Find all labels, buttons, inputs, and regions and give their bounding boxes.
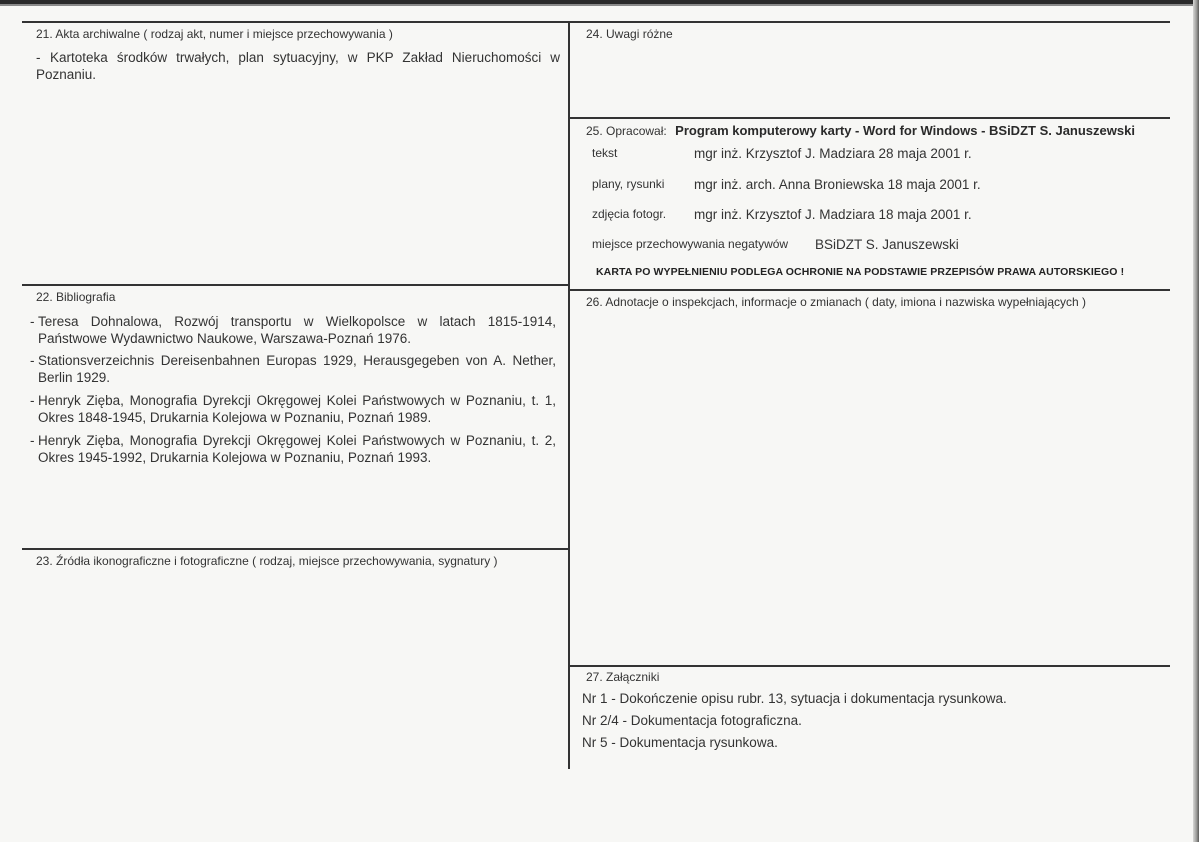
program-credit: Program komputerowy karty - Word for Windows - BSiDZT S. Januszewski [675,123,1135,138]
credit-label: zdjęcia fotogr. [592,207,667,221]
dash-marker: - [30,393,35,408]
credit-row-photos [592,207,1152,225]
list-item-text: Teresa Dohnalowa, Rozwój transportu w Wielkopolsce w latach 1815-1914, Państwowe Wydawnictwo Naukowe, Warszawa-Poznań 1976. [38,314,556,346]
copyright-notice: KARTA PO WYPEŁNIENIU PODLEGA OCHRONIE NA PODSTAWIE PRZEPISÓW PRAWA AUTORSKIEGO ! [596,266,1125,278]
credit-value: mgr inż. Krzysztof J. Madziara 28 maja 2001 r. [694,146,972,161]
list-item [30,352,556,388]
list-item [30,313,556,349]
section-22-bibliography [30,290,560,465]
divider-top-right [570,21,1170,23]
dash-marker: - [30,433,35,448]
section-25-prepared-by [586,122,1166,287]
scan-right-edge [1193,0,1199,842]
list-item-text: Henryk Zięba, Monografia Dyrekcji Okręgowej Kolei Państwowych w Poznaniu, t. 2, Okres 1945-1992, Drukarnia Kolejowa w Poznaniu, Poznań 1993. [38,433,556,465]
section-23-title: 23. Źródła ikonograficzne i fotograficzne ( rodzaj, miejsce przechowywania, sygnatury ) [36,554,498,568]
section-25-title: 25. Opracował: [586,124,667,138]
negatives-label: miejsce przechowywania negatywów [592,237,789,251]
section-24-remarks [586,27,1156,41]
list-item [30,392,556,428]
attachment-item: Nr 5 - Dokumentacja rysunkowa. [582,735,778,750]
negatives-storage-row [592,237,1152,255]
credit-label: tekst [592,146,618,160]
divider-s25-s26 [570,289,1170,291]
list-item [30,432,556,468]
divider-s22-s23 [22,548,570,550]
dash-marker: - [36,50,41,65]
attachment-item: Nr 2/4 - Dokumentacja fotograficzna. [582,713,802,728]
credit-row-plans [592,177,1152,195]
divider-s21-s22 [22,284,570,286]
dash-marker: - [30,314,35,329]
divider-vertical-center [568,21,570,769]
scan-top-shadow [0,4,1199,6]
section-24-title: 24. Uwagi różne [586,27,673,41]
list-item-text: Stationsverzeichnis Dereisenbahnen Europas 1929, Herausgegeben von A. Nether, Berlin 1929. [38,353,556,385]
credit-value: mgr inż. Krzysztof J. Madziara 18 maja 2001 r. [694,207,972,222]
divider-top-left [22,21,570,23]
credit-value: mgr inż. arch. Anna Broniewska 18 maja 2001 r. [694,177,981,192]
divider-s24-s25 [570,117,1170,119]
section-21-title: 21. Akta archiwalne ( rodzaj akt, numer i miejsce przechowywania ) [36,27,393,41]
attachment-item: Nr 1 - Dokończenie opisu rubr. 13, sytuacja i dokumentacja rysunkowa. [582,691,1007,706]
list-item-text: Henryk Zięba, Monografia Dyrekcji Okręgowej Kolei Państwowych w Poznaniu, t. 1, Okres 1848-1945, Drukarnia Kolejowa w Poznaniu, Poznań 1989. [38,393,556,425]
credit-row-text [592,146,1152,164]
section-27-attachments [582,670,1162,750]
divider-s26-s27 [570,665,1170,667]
section-21-archival-records [36,27,560,82]
section-22-title: 22. Bibliografia [36,290,116,304]
section-27-title: 27. Załączniki [586,670,660,684]
dash-marker: - [30,353,35,368]
negatives-value: BSiDZT S. Januszewski [815,237,959,252]
list-item-text: Kartoteka środków trwałych, plan sytuacyjny, w PKP Zakład Nieruchomości w Poznaniu. [36,50,560,82]
section-26-inspections [586,295,1161,309]
section-26-title: 26. Adnotacje o inspekcjach, informacje o zmianach ( daty, imiona i nazwiska wypełniających ) [586,295,1087,309]
credit-label: plany, rysunki [592,177,665,191]
section-23-iconographic-sources [36,554,560,568]
